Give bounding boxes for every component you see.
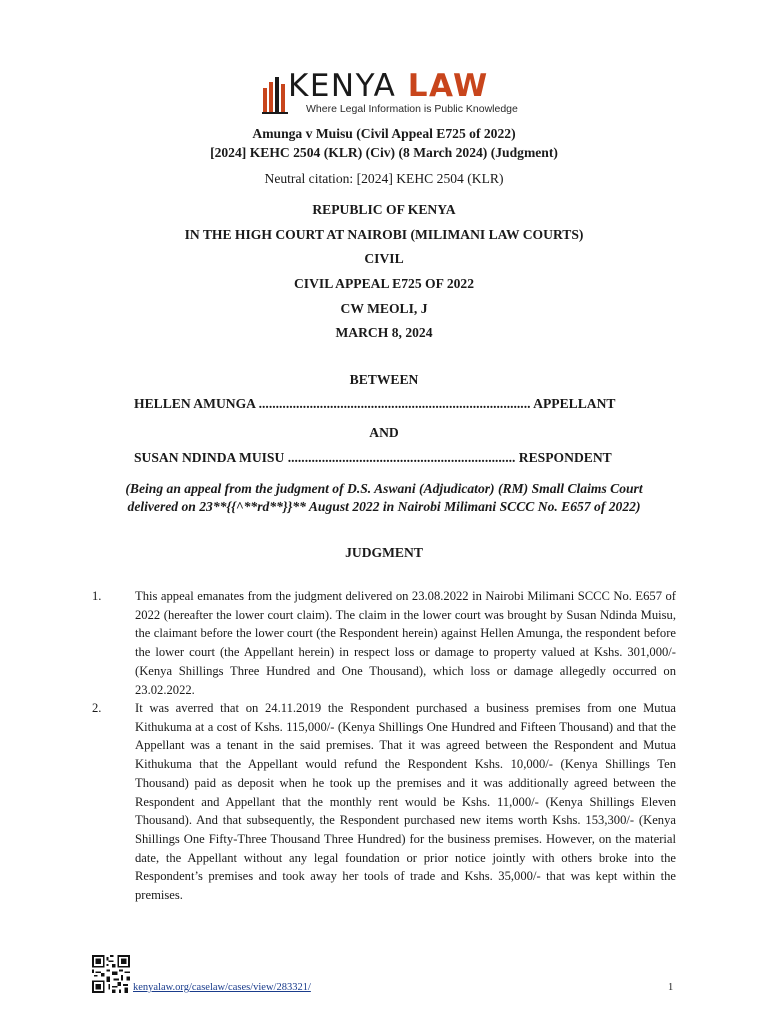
page-number: 1 (668, 982, 674, 993)
republic-heading: REPUBLIC OF KENYA (312, 202, 456, 217)
paragraph-number: 2. (92, 701, 102, 715)
paragraph-text: It was averred that on 24.11.2019 the Respondent purchased a business premises from one Mutua Kithukuma at a cost of Kshs. 115,000/- (Kenya Shillings One Hundred and Fifteen Thousand) and that the Appellant was a tenant in the said premises. That it was agreed between the Respondent and Mutua Kithukuma that the Appellant would refund the Respondent Kshs. 10,000/- (Kenya Shillings Ten Thousand) paid as deposit when he took up the premises and it was additionally agreed between the Respondent and Appellant that the monthly rent would be Kshs. 11,000/- (Kenya Shillings Eleven Thousand). And that subsequently, the Respondent purchased new items worth Kshs. 153,300/- (Kenya Shillings One Fifty-Three Thousand Three Hundred) for the business premises. However, on the material date, the Appellant without any legal foundation or prior notice jointly with others broke into the Respondent’s premises and took away her tools of trade and Kshs. 35,000/- that was kept within the premises. (135, 701, 676, 903)
logo-wordmark (288, 69, 489, 103)
qr-code-icon (92, 955, 130, 993)
case-title: Amunga v Muisu (Civil Appeal E725 of 2022) (252, 126, 516, 141)
between-heading: BETWEEN (349, 372, 419, 387)
appeal-note-line-2: delivered on 23**{{^**rd**}}** August 2022 in Nairobi Milimani SCCC No. E657 of 2022) (127, 499, 641, 514)
appeal-note-line-1: (Being an appeal from the judgment of D.S. Aswani (Adjudicator) (RM) Small Claims Court (125, 481, 643, 496)
case-citation: [2024] KEHC 2504 (KLR) (Civ) (8 March 2024) (Judgment) (210, 145, 558, 160)
judgment-date: MARCH 8, 2024 (335, 325, 433, 340)
paragraph-text: This appeal emanates from the judgment delivered on 23.08.2022 in Nairobi Milimani SCCC No. E657 of 2022 (hereafter the lower court claim). The claim in the lower court was brought by Susan Ndinda Muisu, the claimant before the lower court (the Respondent herein) against Hellen Amunga, the respondent before the lower court (the Appellant herein) in respect loss or damage to property valued at Kshs. 301,000/- (Kenya Shillings Three Hundred and One Thousand), which loss or damage allegedly occurred on 23.02.2022. (135, 589, 676, 697)
division-heading: CIVIL (364, 251, 404, 266)
logo-word-law: LAW (407, 68, 489, 104)
kenya-law-logo (262, 68, 518, 118)
case-url-link[interactable]: kenyalaw.org/caselaw/cases/view/283321/ (133, 982, 311, 993)
appeal-number: CIVIL APPEAL E725 OF 2022 (293, 276, 475, 291)
logo-word-kenya: KENYA (288, 68, 397, 104)
neutral-citation: Neutral citation: [2024] KEHC 2504 (KLR) (264, 171, 504, 186)
court-name: IN THE HIGH COURT AT NAIROBI (MILIMANI LAW COURTS) (184, 227, 584, 242)
respondent-line: SUSAN NDINDA MUISU ................................................................... RESPONDENT (134, 450, 612, 465)
paragraph-number: 1. (92, 589, 102, 603)
judgment-heading: JUDGMENT (345, 545, 423, 560)
appellant-line: HELLEN AMUNGA ................................................................................ APPELLANT (134, 396, 616, 411)
and-heading: AND (369, 425, 399, 440)
logo-tagline: Where Legal Information is Public Knowledge (306, 103, 518, 115)
judge-name: CW MEOLI, J (340, 301, 428, 316)
